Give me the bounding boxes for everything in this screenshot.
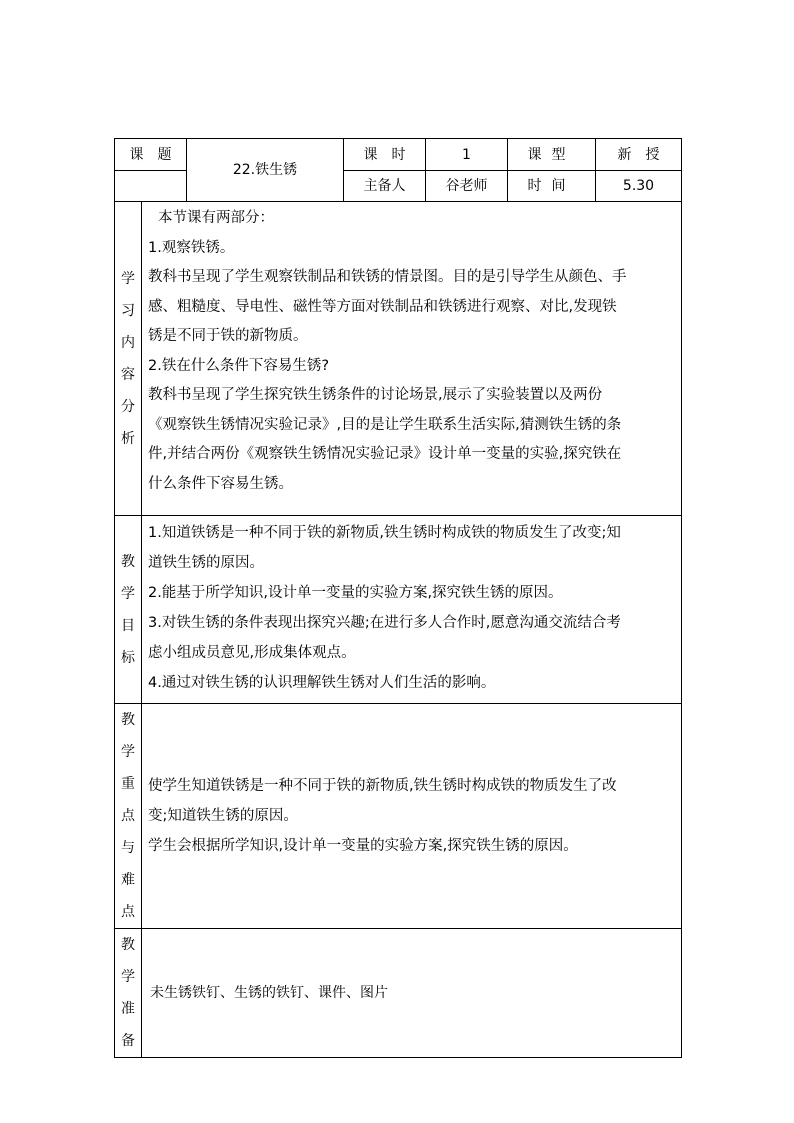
key-points-row bbox=[115, 704, 682, 929]
key-points-content bbox=[142, 704, 682, 929]
analysis-line: 教科书呈现了学生探究铁生锈条件的讨论场景,展示了实验装置以及两份 bbox=[148, 387, 603, 403]
preparation-content: 未生锈铁钉、生锈的铁钉、课件、图片 bbox=[142, 929, 682, 1058]
topic-label: 课 题 bbox=[115, 139, 187, 171]
goals-row bbox=[115, 516, 682, 704]
analysis-line: 感、粗糙度、导电性、磁性等方面对铁制品和铁锈进行观察、对比,发现铁 bbox=[148, 298, 617, 315]
goals-line: 道铁生锈的原因。 bbox=[148, 555, 264, 571]
key-points-line: 变;知道铁生锈的原因。 bbox=[148, 808, 298, 824]
analysis-line: 《观察铁生锈情况实验记录》,目的是让学生联系生活实际,猜测铁生锈的条 bbox=[148, 416, 622, 433]
key-points-line: 使学生知道铁锈是一种不同于铁的新物质,铁生锈时构成铁的物质发生了改 bbox=[148, 778, 617, 794]
time-label: 时间 bbox=[508, 171, 596, 202]
type-label: 课型 bbox=[508, 139, 596, 171]
analysis-label: 学 习 内 容 分 析 bbox=[115, 202, 142, 516]
goals-label: 教 学 目 标 bbox=[115, 516, 142, 704]
analysis-line: 什么条件下容易生锈。 bbox=[148, 475, 293, 492]
goals-line: 2.能基于所学知识,设计单一变量的实验方案,探究铁生锈的原因。 bbox=[148, 585, 563, 601]
preparation-row bbox=[115, 929, 682, 1058]
header-row-1 bbox=[115, 139, 682, 171]
preparer-label: 主备人 bbox=[344, 171, 426, 202]
preparation-label: 教 学 准 备 bbox=[115, 929, 142, 1058]
goals-content bbox=[142, 516, 682, 704]
analysis-line: 锈是不同于铁的新物质。 bbox=[148, 328, 308, 344]
topic-label-blank bbox=[115, 171, 187, 202]
lesson-plan-table bbox=[114, 138, 682, 1058]
analysis-line: 2.铁在什么条件下容易生锈? bbox=[148, 357, 330, 374]
goals-line: 4.通过对铁生锈的认识理解铁生锈对人们生活的影响。 bbox=[148, 675, 496, 691]
analysis-line: 本节课有两部分： bbox=[158, 210, 274, 226]
period-value: 1 bbox=[426, 139, 508, 171]
analysis-line: 件,并结合两份《观察铁生锈情况实验记录》设计单一变量的实验,探究铁在 bbox=[148, 446, 622, 462]
type-value: 新 授 bbox=[596, 139, 682, 171]
analysis-row bbox=[115, 202, 682, 516]
goals-line: 虑小组成员意见,形成集体观点。 bbox=[148, 645, 356, 661]
period-label: 课 时 bbox=[344, 139, 426, 171]
goals-line: 3.对铁生锈的条件表现出探究兴趣;在进行多人合作时,愿意沟通交流结合考 bbox=[148, 615, 621, 631]
analysis-content bbox=[142, 202, 682, 516]
analysis-line: 教科书呈现了学生观察铁制品和铁锈的情景图。目的是引导学生从颜色、手 bbox=[148, 269, 627, 285]
time-value: 5.30 bbox=[596, 171, 682, 202]
key-points-label: 教 学 重 点 与 难 点 bbox=[115, 704, 142, 929]
preparer-value: 谷老师 bbox=[426, 171, 508, 202]
topic-value: 22.铁生锈 bbox=[187, 139, 344, 202]
analysis-line: 1.观察铁锈。 bbox=[148, 239, 235, 256]
goals-line: 1.知道铁锈是一种不同于铁的新物质,铁生锈时构成铁的物质发生了改变;知 bbox=[148, 525, 621, 541]
key-points-line: 学生会根据所学知识,设计单一变量的实验方案,探究铁生锈的原因。 bbox=[148, 838, 578, 854]
